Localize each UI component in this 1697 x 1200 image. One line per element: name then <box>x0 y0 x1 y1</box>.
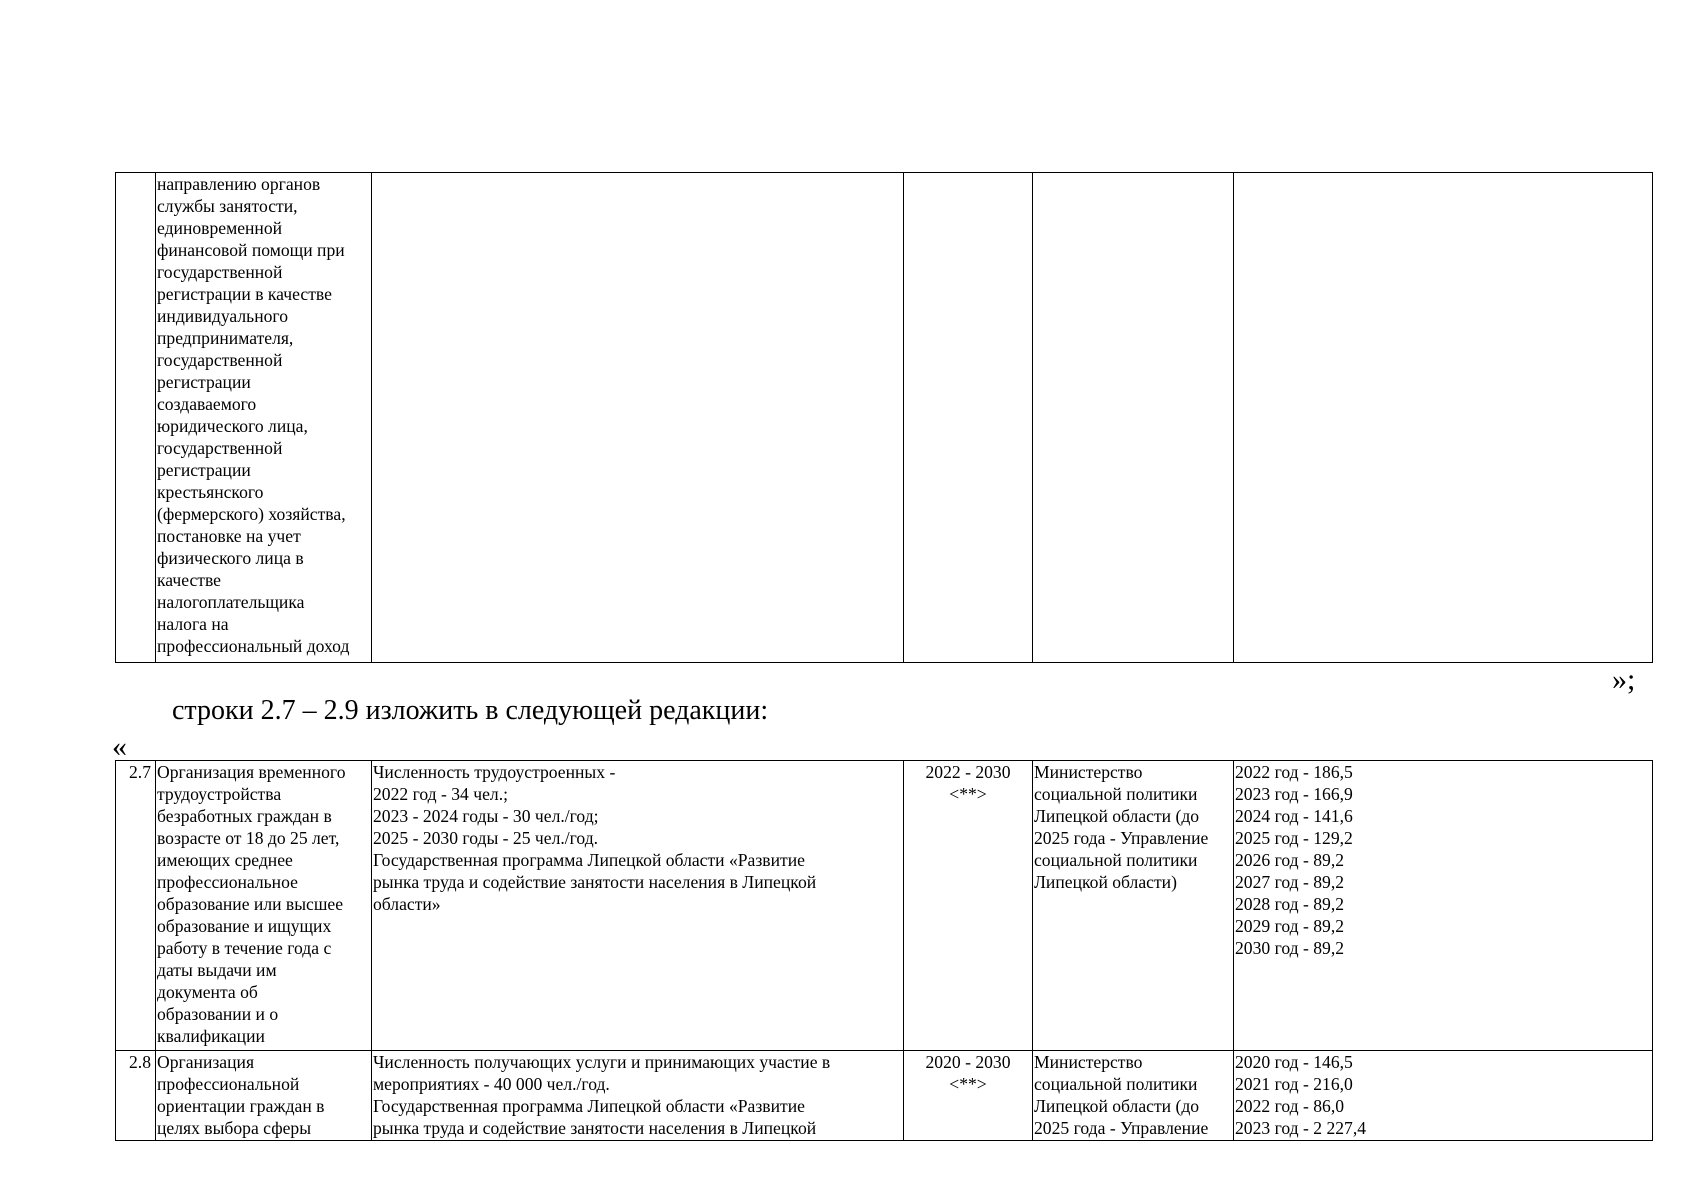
financing: 2020 год - 146,5 2021 год - 216,0 2022 год - 86,0 2023 год - 2 227,4 <box>1234 1051 1653 1141</box>
period-cell <box>904 173 1033 663</box>
measure-name: Организация временного трудоустройства безработных граждан в возрасте от 18 до 25 лет, имеющих среднее профессиональное образование или высшее образование и ищущих работу в течение года с даты выдачи им документа об образовании и о квалификации <box>156 761 372 1051</box>
instruction-text: строки 2.7 – 2.9 изложить в следующей редакции: <box>172 695 769 726</box>
indicator: Численность трудоустроенных - 2022 год - 34 чел.; 2023 - 2024 годы - 30 чел./год; 2025 - 2030 годы - 25 чел./год. Государственная программа Липецкой области «Развитие рынка труда и содействие занятости населения в Липецкой области» <box>372 761 904 1051</box>
indicator-cell <box>372 173 904 663</box>
row-number: 2.7 <box>116 761 156 1051</box>
rows-table <box>115 760 1653 1141</box>
financing: 2022 год - 186,5 2023 год - 166,9 2024 год - 141,6 2025 год - 129,2 2026 год - 89,2 2027 год - 89,2 2028 год - 89,2 2029 год - 89,2 2030 год - 89,2 <box>1234 761 1653 1051</box>
executor: Министерство социальной политики Липецкой области (до 2025 года - Управление социальной политики Липецкой области) <box>1033 761 1234 1051</box>
table-row <box>116 1051 1653 1141</box>
closing-quote: »; <box>1612 663 1636 696</box>
financing-cell <box>1234 173 1653 663</box>
measure-name: Организация профессиональной ориентации граждан в целях выбора сферы <box>156 1051 372 1141</box>
name-cell: направлению органов службы занятости, единовременной финансовой помощи при государственной регистрации в качестве индивидуального предпринимателя, государственной регистрации создаваемого юридического лица, государственной регистрации крестьянского (фермерского) хозяйства, постановке на учет физического лица в качестве налогоплательщика налога на профессиональный доход <box>156 173 372 663</box>
period: 2022 - 2030 <**> <box>904 761 1033 1051</box>
table-row <box>116 761 1653 1051</box>
continuation-table <box>115 172 1653 663</box>
opening-quote: « <box>112 730 127 763</box>
num-cell <box>116 173 156 663</box>
indicator: Численность получающих услуги и принимающих участие в мероприятиях - 40 000 чел./год. Государственная программа Липецкой области «Развитие рынка труда и содействие занятости населения в Липецкой <box>372 1051 904 1141</box>
executor: Министерство социальной политики Липецкой области (до 2025 года - Управление <box>1033 1051 1234 1141</box>
row-number: 2.8 <box>116 1051 156 1141</box>
period: 2020 - 2030 <**> <box>904 1051 1033 1141</box>
executor-cell <box>1033 173 1234 663</box>
table-row <box>116 173 1653 663</box>
